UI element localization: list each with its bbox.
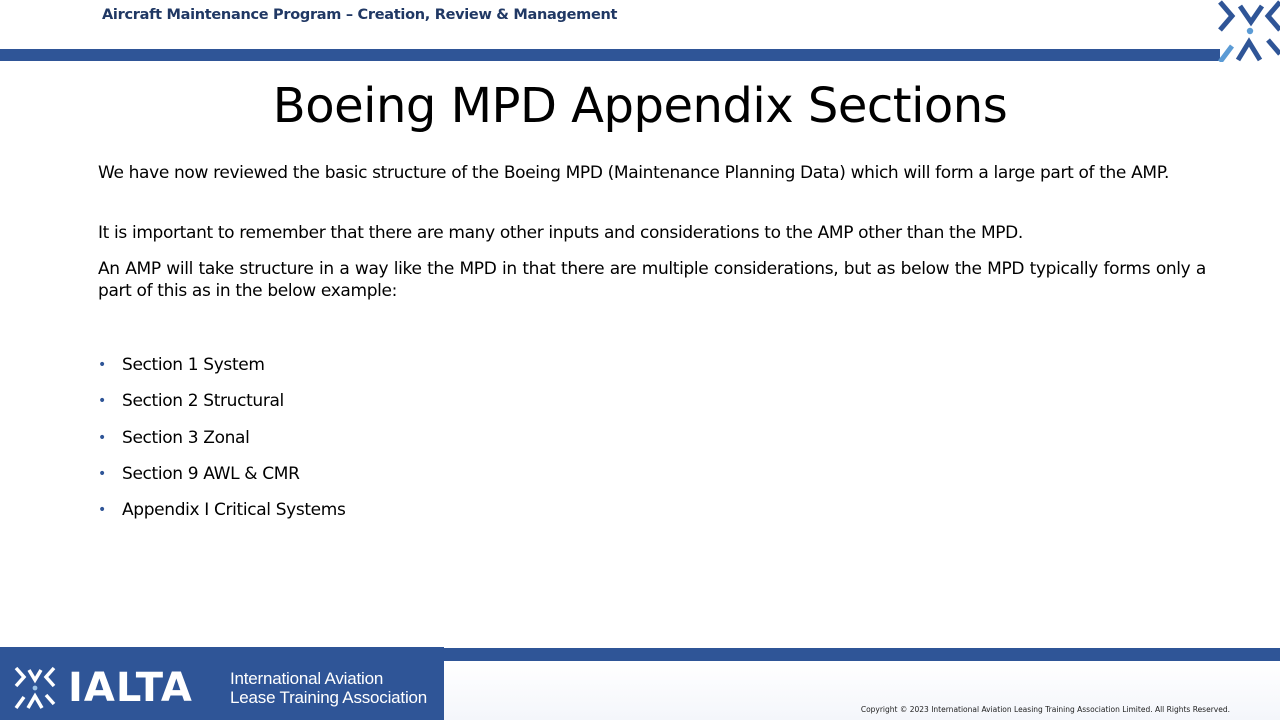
slide-title: Boeing MPD Appendix Sections <box>272 78 1008 134</box>
section-bullet-list <box>98 353 346 534</box>
bullet-dot-icon: • <box>98 357 106 373</box>
bullet-text: Appendix I Critical Systems <box>122 500 346 521</box>
bullet-dot-icon: • <box>98 393 106 410</box>
header-title: Aircraft Maintenance Program – Creation, Review & Management <box>102 7 618 23</box>
ialta-emblem-icon <box>14 666 56 710</box>
bullet-item <box>98 389 346 425</box>
footer-band <box>440 648 1280 661</box>
bullet-item <box>98 426 346 462</box>
bullet-dot-icon: • <box>98 465 106 482</box>
structure-paragraph: An AMP will take structure in a way like the MPD in that there are multiple considerations, but as below the MPD typically forms only a part of this as in the below example: <box>98 259 1206 301</box>
header-band <box>0 49 1220 61</box>
bullet-text: Section 3 Zonal <box>122 427 250 448</box>
bullet-dot-icon: • <box>98 429 106 446</box>
ialta-wordmark: IALTA <box>68 665 193 711</box>
bullet-item <box>98 498 346 534</box>
intro-paragraph: We have now reviewed the basic structure of the Boeing MPD (Maintenance Planning Data) which will form a large part of the AMP. <box>98 163 1170 183</box>
organization-name <box>230 669 442 707</box>
organization-name-line: International Aviation <box>230 669 384 688</box>
bullet-text: Section 1 System <box>122 355 265 375</box>
organization-name-line: Lease Training Association <box>230 688 428 707</box>
copyright-notice: Copyright © 2023 International Aviation Leasing Training Association Limited. All Rights Reserved. <box>860 705 1230 714</box>
bullet-text: Section 2 Structural <box>122 391 284 412</box>
bullet-text: Section 9 AWL & CMR <box>122 463 300 484</box>
bullet-item <box>98 462 346 498</box>
bullet-dot-icon: • <box>98 502 106 519</box>
bullet-item <box>98 353 346 389</box>
reminder-paragraph: It is important to remember that there are many other inputs and considerations to the AMP other than the MPD. <box>98 223 1023 243</box>
ialta-emblem-icon <box>1218 0 1280 62</box>
